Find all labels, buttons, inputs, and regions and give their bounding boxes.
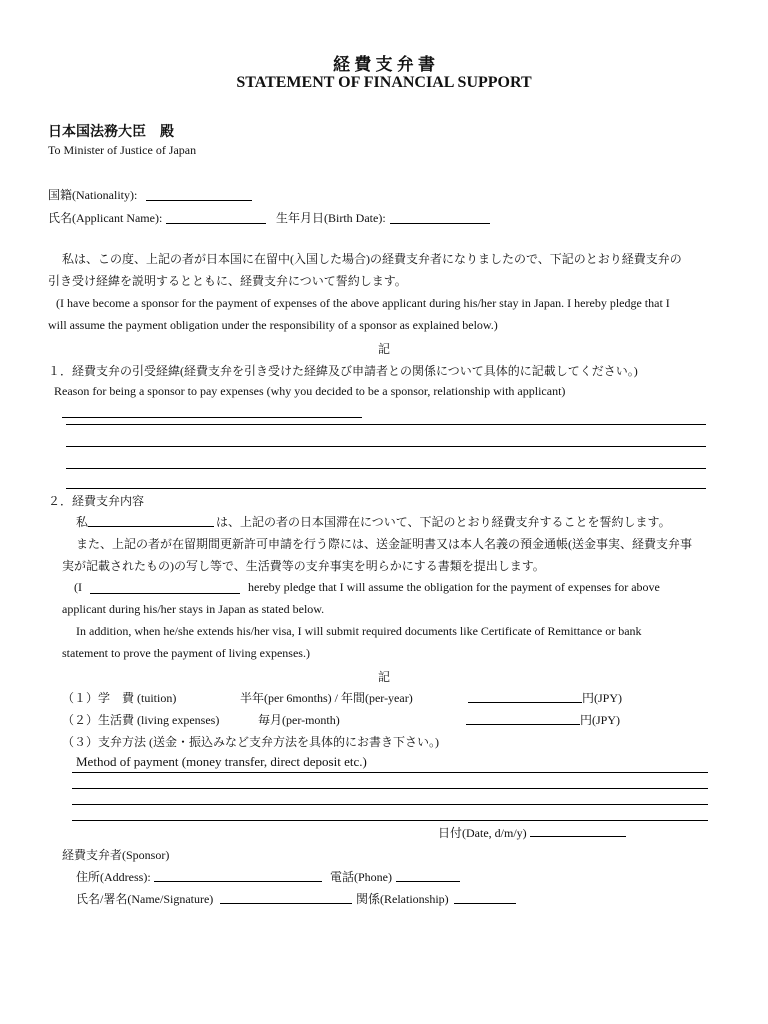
method-line-4[interactable]: [72, 820, 708, 821]
living-amount-field[interactable]: [466, 724, 580, 725]
pledge-en-suffix: hereby pledge that I will assume the obligation for the payment of expenses for above: [248, 580, 660, 594]
date-field[interactable]: [530, 836, 626, 837]
sponsor-address-field[interactable]: [154, 881, 322, 882]
pledge-jp-suffix: は、上記の者の日本国滞在について、下記のとおり経費支弁することを誓約します。: [216, 515, 671, 529]
ki-marker-1: 記: [378, 342, 391, 356]
addressee-jp: 日本国法務大臣 殿: [48, 125, 174, 140]
living-label: （２）生活費 (living expenses): [62, 713, 220, 727]
sponsor-address-label: 住所(Address):: [76, 870, 151, 884]
living-unit: 円(JPY): [580, 713, 621, 727]
section1-heading: １．経費支弁の引受経緯(経費支弁を引き受けた経緯及び申請者との関係について具体的に記載してください。): [48, 364, 638, 378]
reason-line-5[interactable]: [66, 488, 706, 489]
intro-jp-line2: 引き受け経緯を説明するとともに、経費支弁について誓約します。: [48, 274, 407, 288]
sponsor-relationship-label: 関係(Relationship): [356, 892, 449, 906]
pledge-jp-prefix: 私: [76, 515, 89, 529]
extend-jp-line2: 実が記載されたもの)の写し等で、生活費等の支弁事実を明らかにする書類を提出します。: [62, 559, 545, 573]
addressee-en: To Minister of Justice of Japan: [48, 143, 197, 157]
reason-line-1[interactable]: [62, 417, 362, 418]
living-period: 毎月(per-month): [258, 713, 340, 727]
sponsor-signature-field[interactable]: [220, 903, 352, 904]
reason-line-2[interactable]: [66, 424, 706, 425]
extend-en-line2: statement to prove the payment of living expenses.): [62, 646, 310, 660]
extend-jp-line1: また、上記の者が在留期間更新許可申請を行う際には、送金証明書又は本人名義の預金通帳(送金事実、経費支弁事: [76, 537, 693, 551]
applicant-name-field[interactable]: [166, 223, 266, 224]
reason-line-3[interactable]: [66, 446, 706, 447]
pledge-en-prefix: (I: [74, 580, 82, 594]
birth-date-field[interactable]: [390, 223, 490, 224]
sponsor-phone-field[interactable]: [396, 881, 460, 882]
reason-line-4[interactable]: [66, 468, 706, 469]
pledge-en-line2: applicant during his/her stays in Japan as stated below.: [62, 602, 325, 616]
sponsor-phone-label: 電話(Phone): [330, 870, 392, 884]
applicant-name-label: 氏名(Applicant Name):: [48, 211, 163, 225]
method-line-2[interactable]: [72, 788, 708, 789]
nationality-field[interactable]: [146, 200, 252, 201]
document-title-en: STATEMENT OF FINANCIAL SUPPORT: [236, 74, 532, 91]
intro-jp-line1: 私は、この度、上記の者が日本国に在留中(入国した場合)の経費支弁者になりましたので、下記のとおり経費支弁の: [62, 252, 682, 266]
document-title-jp: 経 費 支 弁 書: [333, 55, 435, 74]
sponsor-name-field-en[interactable]: [90, 593, 240, 594]
extend-en-line1: In addition, when he/she extends his/her visa, I will submit required documents like Certificate of Remittance or bank: [76, 624, 642, 638]
section2-heading: ２．経費支弁内容: [48, 494, 145, 508]
section1-subheading: Reason for being a sponsor to pay expenses (why you decided to be a sponsor, relationship with applicant): [54, 384, 566, 398]
date-label: 日付(Date, d/m/y): [438, 826, 527, 840]
tuition-label: （１）学 費 (tuition): [62, 691, 177, 705]
intro-en-line1: (I have become a sponsor for the payment of expenses of the above applicant during his/her stay in Japan. I hereby pledge that I: [56, 296, 670, 310]
tuition-amount-field[interactable]: [468, 702, 582, 703]
sponsor-relationship-field[interactable]: [454, 903, 516, 904]
intro-en-line2: will assume the payment obligation under the responsibility of a sponsor as explained below.): [48, 318, 498, 332]
method-line-3[interactable]: [72, 804, 708, 805]
nationality-label: 国籍(Nationality):: [48, 188, 138, 202]
method-line-1[interactable]: [72, 772, 708, 773]
ki-marker-2: 記: [378, 670, 391, 684]
sponsor-name-label: 氏名/署名(Name/Signature): [76, 892, 214, 906]
method-label: （３）支弁方法 (送金・振込みなど支弁方法を具体的にお書き下さい。): [62, 735, 439, 749]
sponsor-name-field-jp[interactable]: [88, 526, 214, 527]
method-en: Method of payment (money transfer, direct deposit etc.): [76, 754, 367, 769]
birth-date-label: 生年月日(Birth Date):: [276, 211, 386, 225]
sponsor-label: 経費支弁者(Sponsor): [62, 848, 170, 862]
tuition-unit: 円(JPY): [582, 691, 623, 705]
tuition-period: 半年(per 6months) / 年間(per-year): [240, 691, 413, 705]
